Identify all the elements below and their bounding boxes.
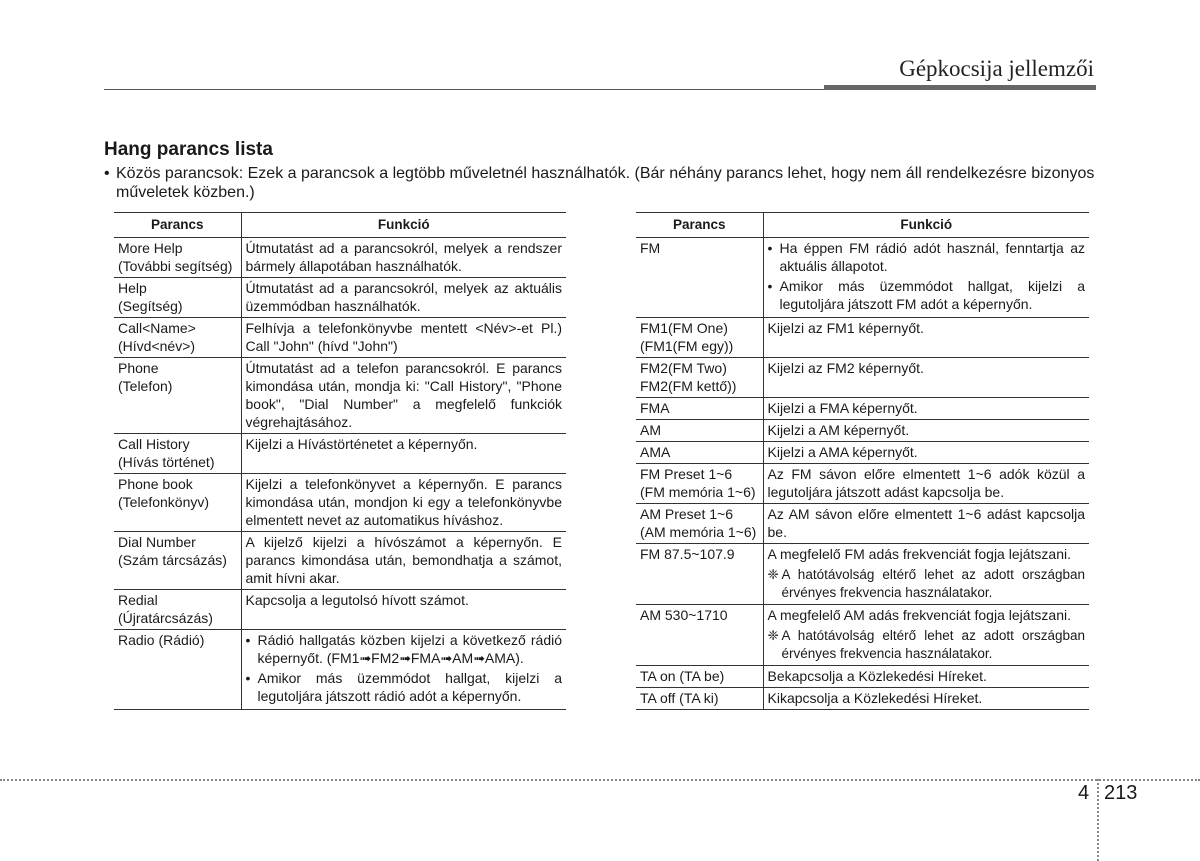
command-text: FM1(FM One) (640, 320, 728, 336)
function-bullet (768, 277, 1086, 313)
command-text: (Hívd<név>) (118, 338, 196, 354)
function-bullet (768, 239, 1086, 275)
command-text: AM 530~1710 (640, 607, 728, 623)
table-row (114, 278, 566, 318)
function-text: Kijelzi az FM2 képernyőt. (767, 360, 924, 376)
function-note-text: A hatótávolság eltérő lehet az adott országban érvényes frekvencia használatakor. (781, 628, 1085, 661)
command-text: AM (640, 422, 661, 438)
function-text: Az FM sávon előre elmentett 1~6 adók közül a legutoljára játszott adást kapcsolja be. (767, 466, 1085, 500)
header-function: Funkció (241, 213, 566, 238)
command-cell (114, 358, 241, 434)
function-cell (241, 474, 566, 532)
command-text: Redial (118, 592, 158, 608)
command-text: (Hívás történet) (118, 454, 215, 470)
footer-dotted-divider (1097, 779, 1099, 861)
command-text: FM2(FM kettő)) (640, 378, 737, 394)
function-text: Bekapcsolja a Közlekedési Híreket. (767, 668, 987, 684)
function-cell (763, 398, 1089, 420)
intro-text: Közös parancsok: Ezek a parancsok a legtöbb műveletnél használhatók. (Bár néhány parancs lehet, hogy nem áll rendelkezésre bizonyos műveletek közben.) (116, 165, 1095, 201)
bullet-mark: • (767, 278, 773, 294)
table-row (636, 504, 1089, 544)
section-title: Hang parancs lista (104, 139, 273, 160)
table-row (114, 630, 566, 710)
function-cell (763, 688, 1089, 710)
function-bullet-text: Rádió hallgatás közben kijelzi a következő rádió képernyőt. (FM1➟FM2➟FMA➟AM➟AMA). (257, 632, 562, 666)
function-cell (763, 605, 1089, 666)
table-row (114, 474, 566, 532)
command-cell (636, 504, 763, 544)
command-cell (114, 318, 241, 358)
command-cell (636, 420, 763, 442)
table-row (636, 398, 1089, 420)
table-row (636, 358, 1089, 398)
function-cell (241, 278, 566, 318)
function-bullet (246, 669, 563, 705)
table-header-row (636, 213, 1089, 238)
table-row (114, 318, 566, 358)
table-row (114, 358, 566, 434)
table-row (636, 666, 1089, 688)
command-text: FM2(FM Two) (640, 360, 727, 376)
command-text: (FM memória 1~6) (640, 484, 756, 500)
command-cell (114, 434, 241, 474)
command-text: Call<Name> (118, 320, 196, 336)
bullet-mark: • (245, 632, 251, 648)
function-text: A megfelelő AM adás frekvenciát fogja lejátszani. (767, 607, 1072, 623)
function-cell (763, 358, 1089, 398)
command-text: AM Preset 1~6 (640, 506, 733, 522)
right-command-table (636, 212, 1089, 710)
command-cell (636, 464, 763, 504)
left-table-body (114, 238, 566, 710)
note-icon: ❈ (767, 567, 779, 582)
command-text: FMA (640, 400, 670, 416)
command-text: Phone book (118, 476, 193, 492)
function-text: A kijelző kijelzi a hívószámot a képernyőn. E parancs kimondása után, bemondhatja a számot, amit hívni akar. (245, 534, 562, 586)
command-text: TA off (TA ki) (640, 690, 719, 706)
command-cell (114, 590, 241, 630)
command-cell (636, 398, 763, 420)
command-cell (636, 688, 763, 710)
intro-paragraph (104, 164, 1098, 202)
command-text: AMA (640, 444, 671, 460)
command-cell (636, 605, 763, 666)
command-text: FM (640, 240, 661, 256)
function-note (768, 566, 1086, 602)
function-text: Az AM sávon előre elmentett 1~6 adást kapcsolja be. (767, 506, 1085, 540)
command-text: TA on (TA be) (640, 668, 725, 684)
function-bullet-text: Amikor más üzemmódot hallgat, kijelzi a legutoljára játszott rádió adót a képernyőn. (257, 670, 562, 704)
command-text: (Újratárcsázás) (118, 610, 213, 626)
left-command-table (114, 212, 566, 710)
header-rule-accent (824, 85, 1096, 90)
command-text: (AM memória 1~6) (640, 524, 757, 540)
command-text: More Help (118, 240, 183, 256)
function-text: Útmutatást ad a telefon parancsokról. E parancs kimondása után, mondja ki: "Call History", "Phone book", "Dial Number" a megfelelő funkciók végrehajtásához. (245, 360, 562, 430)
table-row (636, 238, 1089, 318)
command-cell (114, 238, 241, 278)
function-cell (241, 590, 566, 630)
table-row (636, 318, 1089, 358)
table-row (114, 238, 566, 278)
function-text: Kijelzi a AM képernyőt. (767, 422, 910, 438)
table-row (114, 590, 566, 630)
function-cell (763, 420, 1089, 442)
command-text: Radio (Rádió) (118, 632, 205, 648)
command-text: FM 87.5~107.9 (640, 546, 735, 562)
bullet-mark: • (767, 240, 773, 256)
command-cell (636, 666, 763, 688)
intro-bullet: • (104, 165, 110, 182)
command-cell (636, 318, 763, 358)
function-text: Útmutatást ad a parancsokról, melyek az aktuális üzemmódban használhatók. (245, 280, 562, 314)
function-text: Kapcsolja a legutolsó hívott számot. (245, 592, 469, 608)
function-cell (763, 464, 1089, 504)
command-text: Help (118, 280, 147, 296)
function-cell (241, 358, 566, 434)
command-cell (636, 238, 763, 318)
table-row (636, 544, 1089, 605)
table-header-row (114, 213, 566, 238)
command-cell (636, 544, 763, 605)
command-cell (114, 474, 241, 532)
function-text: Útmutatást ad a parancsokról, melyek a rendszer bármely állapotában használhatók. (245, 240, 562, 274)
table-row (636, 605, 1089, 666)
command-text: Phone (118, 360, 159, 376)
command-text: (Szám tárcsázás) (118, 552, 227, 568)
function-cell (763, 666, 1089, 688)
header-function: Funkció (763, 213, 1089, 238)
table-row (636, 442, 1089, 464)
function-text: A megfelelő FM adás frekvenciát fogja lejátszani. (767, 546, 1071, 562)
function-text: Kijelzi az FM1 képernyőt. (767, 320, 924, 336)
function-text: Kijelzi a Hívástörténetet a képernyőn. (245, 436, 478, 452)
right-table-body (636, 238, 1089, 710)
function-bullet-text: Amikor más üzemmódot hallgat, kijelzi a legutoljára játszott FM adót a képernyőn. (779, 278, 1085, 312)
function-cell (241, 318, 566, 358)
function-note-text: A hatótávolság eltérő lehet az adott országban érvényes frekvencia használatakor. (781, 567, 1085, 600)
command-text: Dial Number (118, 534, 196, 550)
page-header-title: Gépkocsija jellemzői (899, 56, 1094, 81)
function-cell (241, 532, 566, 590)
function-cell (241, 434, 566, 474)
bullet-mark: • (245, 670, 251, 686)
function-text: Felhívja a telefonkönyvbe mentett <Név>-et Pl.) Call "John" (hívd "John") (245, 320, 562, 354)
table-row (636, 464, 1089, 504)
function-cell (241, 630, 566, 710)
command-text: FM Preset 1~6 (640, 466, 733, 482)
table-row (114, 434, 566, 474)
function-cell (763, 318, 1089, 358)
page-number: 213 (1104, 782, 1138, 804)
function-bullet (246, 631, 563, 667)
function-text: Kijelzi a telefonkönyvet a képernyőn. E parancs kimondása után, mondjon ki egy a telefonkönyvbe elmentett nevet az automatikus híváshoz. (245, 476, 562, 528)
command-text: Call History (118, 436, 190, 452)
command-cell (636, 358, 763, 398)
header-command: Parancs (636, 213, 763, 238)
command-cell (114, 630, 241, 710)
command-text: (További segítség) (118, 258, 233, 274)
function-cell (763, 442, 1089, 464)
function-text: Kijelzi a AMA képernyőt. (767, 444, 918, 460)
chapter-number: 4 (1078, 782, 1090, 804)
command-cell (114, 532, 241, 590)
function-cell (763, 544, 1089, 605)
function-text: Kikapcsolja a Közlekedési Híreket. (767, 690, 983, 706)
command-cell (114, 278, 241, 318)
command-cell (636, 442, 763, 464)
command-text: (FM1(FM egy)) (640, 338, 734, 354)
command-text: (Segítség) (118, 298, 183, 314)
command-text: (Telefonkönyv) (118, 494, 210, 510)
function-bullet-text: Ha éppen FM rádió adót használ, fenntartja az aktuális állapotot. (779, 240, 1085, 274)
function-cell (241, 238, 566, 278)
table-row (636, 420, 1089, 442)
function-note (768, 627, 1086, 663)
note-icon: ❈ (767, 628, 779, 643)
function-text: Kijelzi a FMA képernyőt. (767, 400, 918, 416)
command-text: (Telefon) (118, 378, 173, 394)
footer-dotted-rule (0, 779, 1200, 781)
function-cell (763, 504, 1089, 544)
header-command: Parancs (114, 213, 241, 238)
function-cell (763, 238, 1089, 318)
table-row (114, 532, 566, 590)
table-row (636, 688, 1089, 710)
